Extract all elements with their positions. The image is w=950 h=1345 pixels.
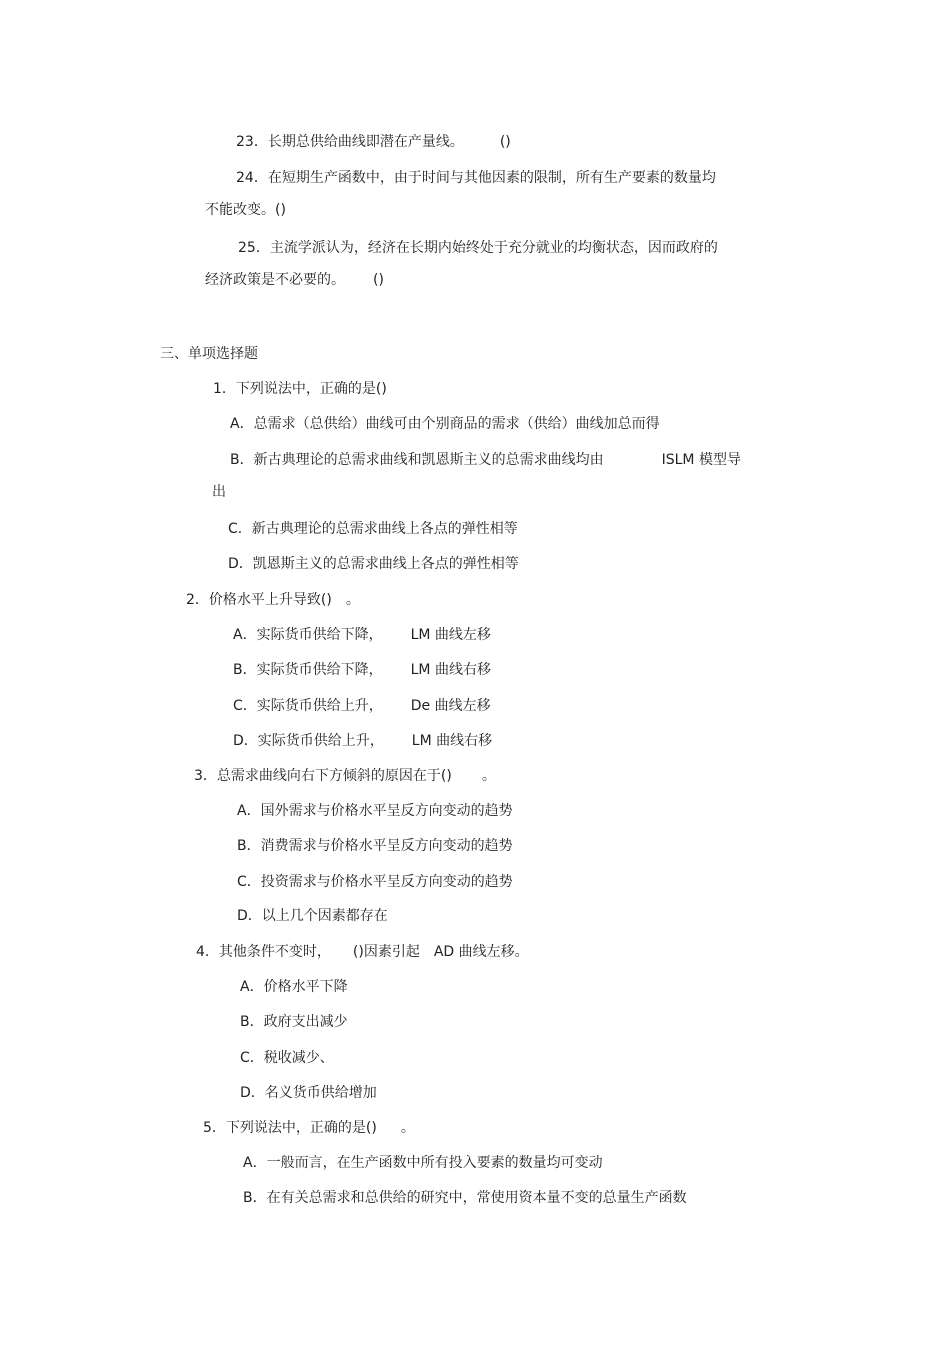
mc-question-3-option-b: B．消费需求与价格水平呈反方向变动的趋势 <box>237 838 513 854</box>
tf-question-24-line1: 24．在短期生产函数中，由于时间与其他因素的限制，所有生产要素的数量均 <box>236 170 716 186</box>
option-b-text: B．新古典理论的总需求曲线和凯恩斯主义的总需求曲线均由 <box>230 452 604 468</box>
stem-text: 2．价格水平上升导致() <box>186 592 332 608</box>
stem-end: 。 <box>345 592 360 608</box>
mc-question-4-stem <box>196 942 529 962</box>
mc-question-2-option-b <box>233 660 491 680</box>
option-curve: LM 曲线右移 <box>410 662 491 678</box>
stem-text: ()因素引起 <box>352 944 420 960</box>
tf-question-25-line1: 25．主流学派认为，经济在长期内始终处于充分就业的均衡状态，因而政府的 <box>238 240 718 256</box>
mc-question-5-stem <box>203 1118 415 1138</box>
stem-text: 3．总需求曲线向右下方倾斜的原因在于() <box>194 768 452 784</box>
stem-text: 4．其他条件不变时， <box>196 944 331 960</box>
option-b-model: ISLM 模型导 <box>661 452 741 468</box>
mc-question-3-option-d: D．以上几个因素都存在 <box>237 908 388 924</box>
option-curve: De 曲线左移 <box>410 698 491 714</box>
mc-question-5-option-a: A．一般而言，在生产函数中所有投入要素的数量均可变动 <box>243 1155 603 1171</box>
stem-end: 。 <box>481 768 496 784</box>
mc-question-5-option-b: B．在有关总需求和总供给的研究中，常使用资本量不变的总量生产函数 <box>243 1190 687 1206</box>
mc-question-2-stem <box>186 590 360 610</box>
section-heading: 三、单项选择题 <box>160 346 258 362</box>
tf-question-23 <box>236 132 511 152</box>
mc-question-2-option-c <box>233 696 491 716</box>
tf-question-23-text: 23．长期总供给曲线即潜在产量线。 <box>236 134 464 150</box>
mc-question-1-option-d: D．凯恩斯主义的总需求曲线上各点的弹性相等 <box>228 556 519 572</box>
option-curve: LM 曲线右移 <box>411 733 493 749</box>
mc-question-2-option-a <box>233 625 491 645</box>
mc-question-3-option-a: A．国外需求与价格水平呈反方向变动的趋势 <box>237 803 513 819</box>
option-text: B．实际货币供给下降， <box>233 662 383 678</box>
mc-question-2-option-d <box>233 731 492 751</box>
option-curve: LM 曲线左移 <box>410 627 491 643</box>
mc-question-4-option-c: C．税收减少、 <box>240 1050 334 1066</box>
mc-question-4-option-a: A．价格水平下降 <box>240 979 348 995</box>
stem-text: 5．下列说法中，正确的是() <box>203 1120 377 1136</box>
mc-question-3-option-c: C．投资需求与价格水平呈反方向变动的趋势 <box>237 874 513 890</box>
mc-question-1-option-a: A．总需求（总供给）曲线可由个别商品的需求（供给）曲线加总而得 <box>230 416 660 432</box>
mc-question-3-stem <box>194 766 496 786</box>
mc-question-1-stem: 1．下列说法中，正确的是() <box>213 381 387 397</box>
answer-blank: () <box>499 134 511 150</box>
stem-end: 。 <box>400 1120 415 1136</box>
mc-question-1-option-b <box>230 450 741 470</box>
option-text: D．实际货币供给上升， <box>233 733 384 749</box>
mc-question-1-option-c: C．新古典理论的总需求曲线上各点的弹性相等 <box>228 521 518 537</box>
stem-text: AD 曲线左移。 <box>433 944 529 960</box>
answer-blank: () <box>373 272 384 288</box>
option-text: C．实际货币供给上升， <box>233 698 383 714</box>
tf-question-25-text: 经济政策是不必要的。 <box>205 272 345 288</box>
mc-question-4-option-d: D．名义货币供给增加 <box>240 1085 377 1101</box>
mc-question-4-option-b: B．政府支出减少 <box>240 1014 348 1030</box>
option-text: A．实际货币供给下降， <box>233 627 383 643</box>
tf-question-25-line2 <box>205 270 384 290</box>
mc-question-1-option-b-continued: 出 <box>212 484 226 500</box>
tf-question-24-line2: 不能改变。() <box>205 202 286 218</box>
